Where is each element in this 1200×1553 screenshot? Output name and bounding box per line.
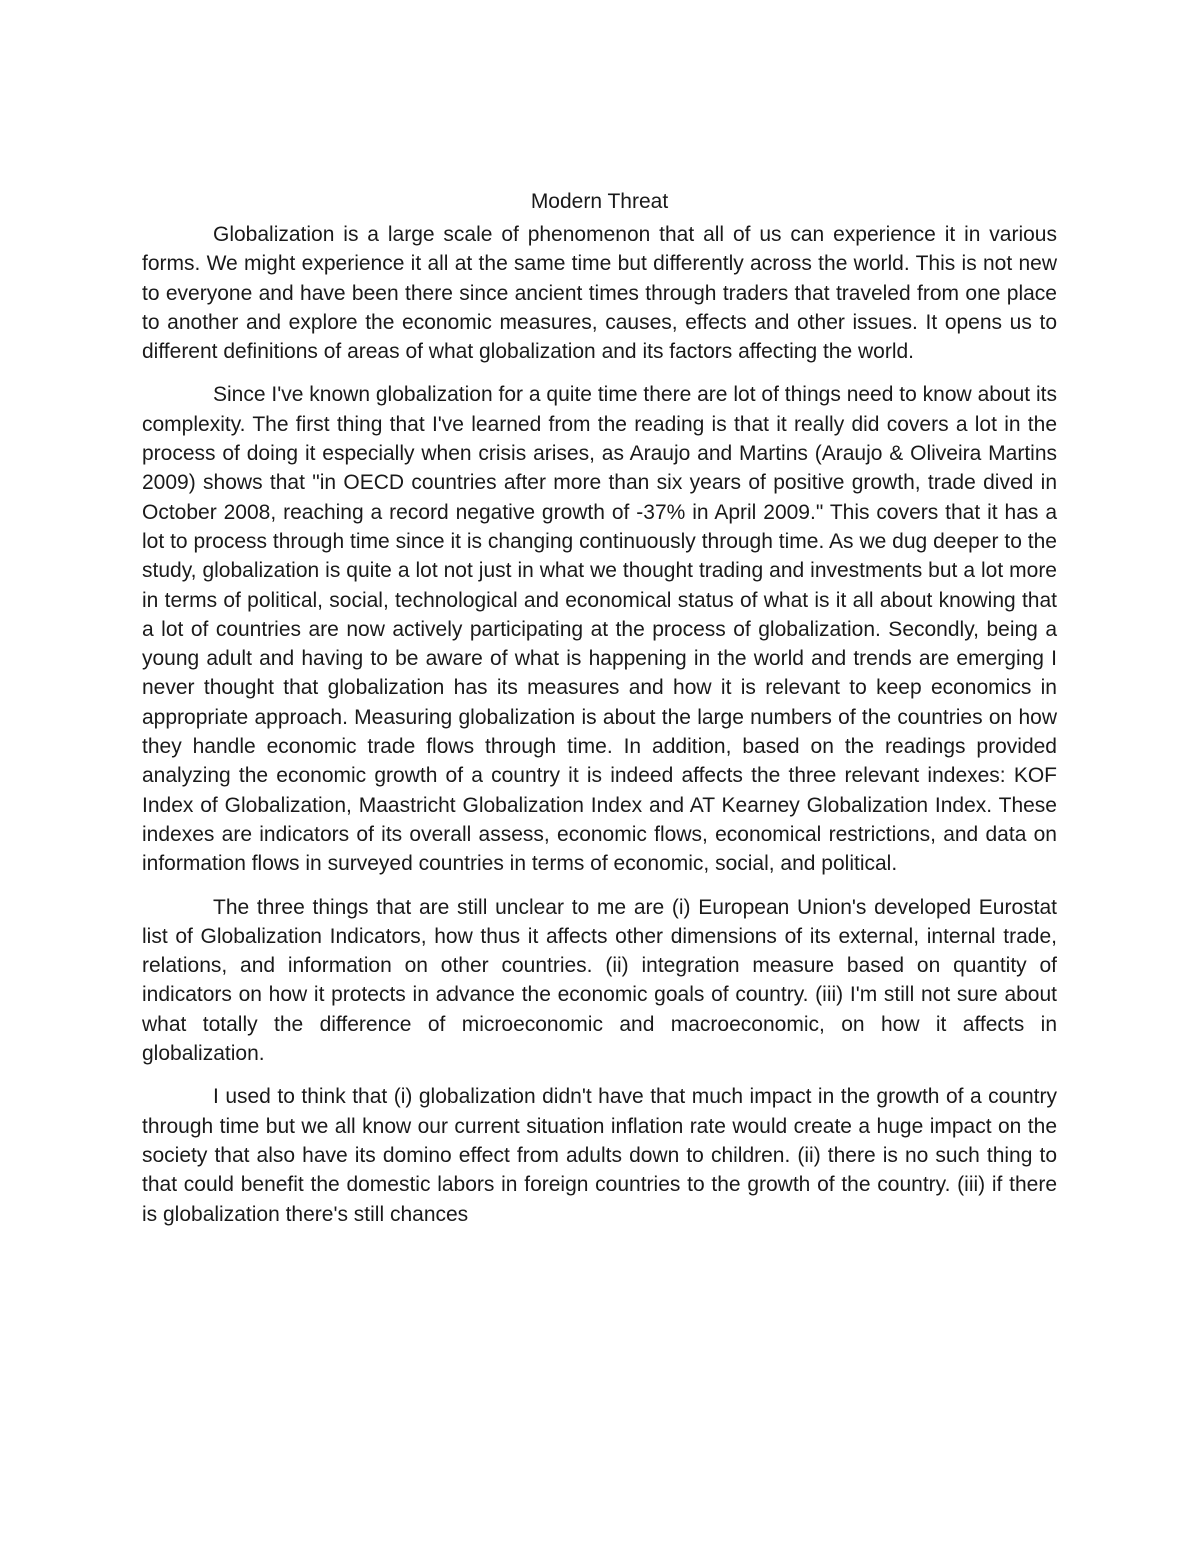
document-title: Modern Threat bbox=[530, 190, 669, 213]
paragraph-intro: Globalization is a large scale of phenomenon that all of us can experience it in various forms. We might experience it all at the same time but differently across the world. This is not new to everyone and have been there since ancient times through traders that traveled from one place to another and explore the economic measures, causes, effects and other issues. It opens us to different definitions of areas of what globalization and its factors affecting the world. bbox=[142, 223, 1057, 364]
paragraph-learnings: Since I've known globalization for a quite time there are lot of things need to know about its complexity. The first thing that I've learned from the reading is that it really did covers a lot in the process of doing it especially when crisis arises, as Araujo and Martins (Araujo & Oliveira Martins 2009) shows that "in OECD countries after more than six years of positive growth, trade dived in October 2008, reaching a record negative growth of -37% in April 2009." This covers that it has a lot to process through time since it is changing continuously through time. As we dug deeper to the study, globalization is quite a lot not just in what we thought trading and investments but a lot more in terms of political, social, technological and economical status of what is it all about knowing that a lot of countries are now actively participating at the process of globalization. Secondly, being a young adult and having to be aware of what is happening in the world and trends are emerging I never thought that globalization has its measures and how it is relevant to keep economics in appropriate approach. Measuring globalization is about the large numbers of the countries on how they handle economic trade flows through time. In addition, based on the readings provided analyzing the economic growth of a country it is indeed affects the three relevant indexes: KOF Index of Globalization, Maastricht Globalization Index and AT Kearney Globalization Index. These indexes are indicators of its overall assess, economic flows, economical restrictions, and data on information flows in surveyed countries in terms of economic, social, and political. bbox=[142, 383, 1057, 876]
paragraph-used-to-think: I used to think that (i) globalization didn't have that much impact in the growth of a country through time but we all know our current situation inflation rate would create a huge impact on the society that also have its domino effect from adults down to children. (ii) there is no such thing to that could benefit the domestic labors in foreign countries to the growth of the country. (iii) if there is globalization there's still chances bbox=[142, 1085, 1057, 1226]
paragraph-unclear: The three things that are still unclear to me are (i) European Union's developed Eurostat list of Globalization Indicators, how thus it affects other dimensions of its external, internal trade, relations, and information on other countries. (ii) integration measure based on quantity of indicators on how it protects in advance the economic goals of country. (iii) I'm still not sure about what totally the difference of microeconomic and macroeconomic, on how it affects in globalization. bbox=[142, 895, 1057, 1066]
